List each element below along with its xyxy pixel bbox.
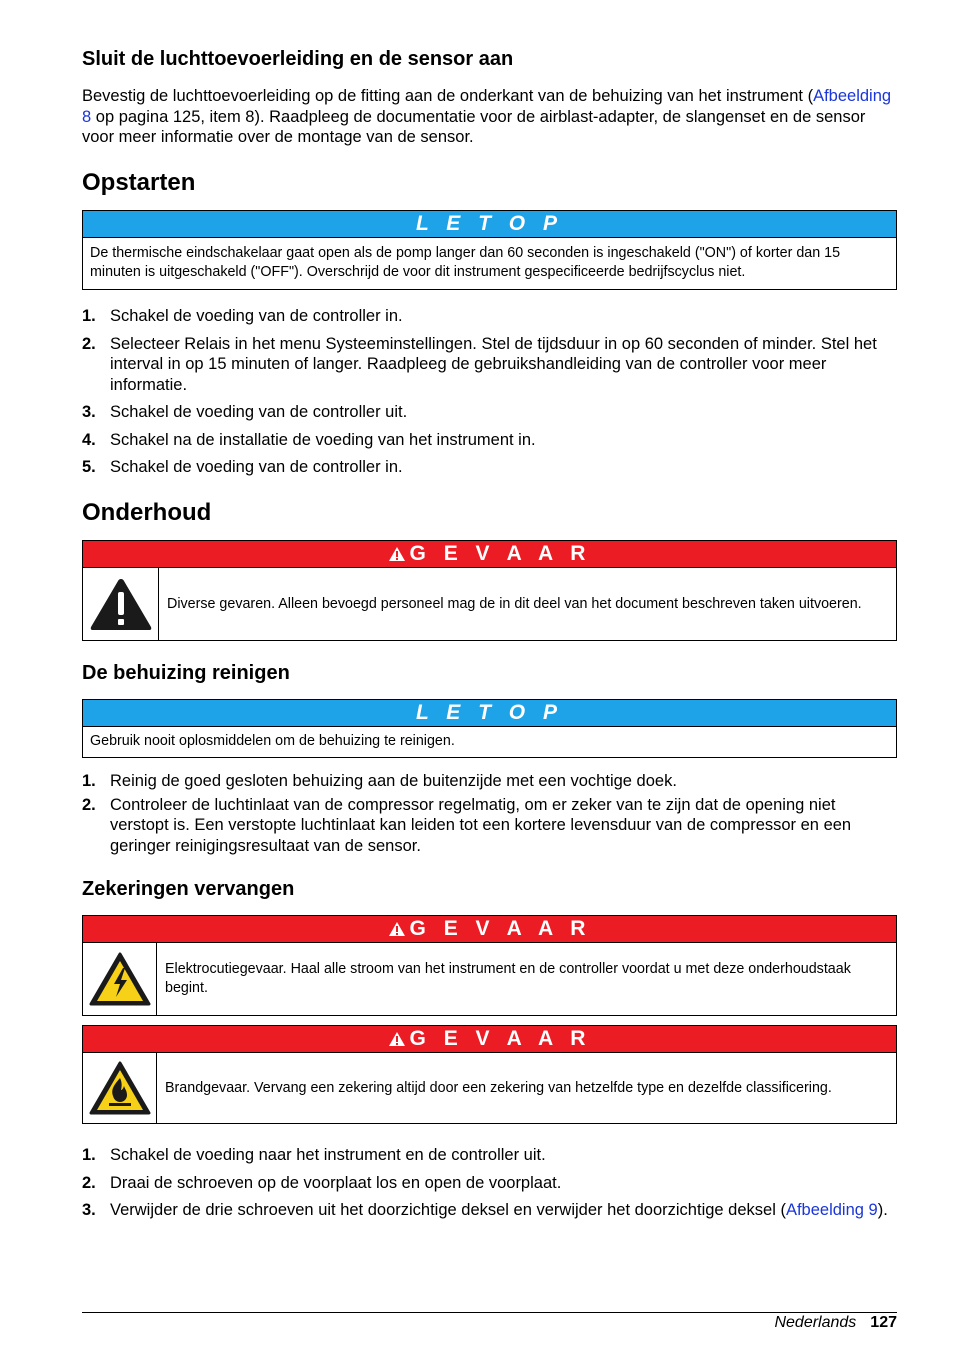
list-item [82,334,897,396]
danger-label-bar [83,916,896,942]
warning-triangle-icon [388,1031,406,1047]
air-supply-paragraph [82,86,897,148]
step-number: 3. [82,403,96,421]
danger-box-general [82,540,897,641]
step-text: Schakel de voeding van de controller in. [110,307,403,325]
fuse-steps [82,1145,897,1221]
list-item [82,457,897,478]
step-number: 3. [82,1201,96,1219]
step-number: 5. [82,458,96,476]
danger-label: G E V A A R [409,917,592,940]
step-text: Schakel de voeding van de controller in. [110,458,403,476]
danger-text: Diverse gevaren. Alleen bevoegd personeel mag de in dit deel van het document beschreven taken uitvoeren. [167,595,862,612]
step-number: 1. [82,307,96,325]
notice-text: De thermische eindschakelaar gaat open als de pomp langer dan 60 seconden is ingeschakeld ("ON") of korter dan 15 minuten is uitgeschakeld ("OFF"). Overschrijd de voor dit instrument gespecificeerde bedrijfscyclus niet. [83,237,896,289]
step-text: ). [877,1201,888,1219]
danger-box-fire [82,1025,897,1124]
list-item [82,1200,897,1221]
section-heading-air-supply: Sluit de luchttoevoerleiding en de sensor aan [82,48,514,70]
list-item [82,1173,897,1194]
step-text: Verwijder de drie schroeven uit het doorzichtige deksel en verwijder het doorzichtige deksel ( [110,1201,786,1219]
electrical-hazard-icon [83,943,157,1015]
section-heading-onderhoud: Onderhoud [82,499,212,526]
warning-triangle-icon [388,921,406,937]
list-item [82,795,897,857]
general-hazard-icon [83,568,159,640]
step-number: 2. [82,1173,96,1192]
step-text: Draai de schroeven op de voorplaat los en open de voorplaat. [110,1173,562,1192]
danger-text: Brandgevaar. Vervang een zekering altijd door een zekering van hetzelfde type en dezelfde classificering. [165,1079,832,1096]
danger-label-bar [83,1026,896,1052]
figure-9-link[interactable]: Afbeelding 9 [785,1201,878,1219]
danger-text: Elektrocutiegevaar. Haal alle stroom van het instrument en de controller voordat u met deze onderhoudstaak begint. [165,961,851,996]
list-item [82,1145,897,1166]
list-item [82,306,897,327]
step-text: Schakel de voeding naar het instrument en de controller uit. [110,1146,546,1164]
list-item [82,430,897,451]
notice-box-opstarten [82,210,897,290]
cleaning-steps [82,771,897,856]
step-number: 1. [82,772,96,790]
danger-row [83,567,896,640]
step-text: Schakel na de installatie de voeding van het instrument in. [110,430,536,449]
paragraph-text: op pagina 125, item 8). Raadpleeg de documentatie voor de airblast-adapter, de slangenset en de sensor voor meer informatie over de montage van de sensor. [82,107,866,146]
danger-label-bar [83,541,896,567]
step-number: 4. [82,430,96,449]
step-text: Reinig de goed gesloten behuizing aan de buitenzijde met een vochtige doek. [110,772,677,790]
step-number: 1. [82,1146,96,1164]
page-number: 127 [870,1314,897,1331]
step-text: Selecteer Relais in het menu Systeeminstellingen. Stel de tijdsduur in op 60 seconden of minder. Stel het interval in op 15 minuten of langer. Raadpleeg de gebruikshandleiding van de controller voor meer informatie. [110,334,877,394]
danger-label: G E V A A R [409,542,592,565]
notice-label: L E T O P [83,211,896,237]
step-number: 2. [82,334,96,353]
startup-steps [82,306,897,478]
section-heading-behuizing: De behuizing reinigen [82,662,290,684]
page-footer [774,1313,897,1333]
paragraph-text: Bevestig de luchttoevoerleiding op de fitting aan de onderkant van de behuizing van het instrument ( [82,87,814,105]
list-item [82,402,897,423]
step-text: Controleer de luchtinlaat van de compressor regelmatig, om er zeker van te zijn dat de opening niet verstopt is. Een verstopte luchtinlaat kan leiden tot een kortere levensduur van de compressor en een geringer reinigingsresultaat van de sensor. [110,795,852,855]
notice-box-behuizing [82,699,897,758]
step-number: 2. [82,795,96,814]
danger-label: G E V A A R [409,1027,592,1050]
danger-box-electrocution [82,915,897,1016]
figure-8-link[interactable]: Afbeelding 8 [82,87,892,126]
fire-hazard-icon [83,1053,157,1123]
notice-text: Gebruik nooit oplosmiddelen om de behuizing te reinigen. [83,726,896,757]
danger-row [83,942,896,1015]
list-item [82,771,897,792]
warning-triangle-icon [388,546,406,562]
footer-language: Nederlands [774,1314,857,1331]
section-heading-zekeringen: Zekeringen vervangen [82,878,295,900]
step-text: Schakel de voeding van de controller uit. [110,403,408,421]
section-heading-opstarten: Opstarten [82,169,196,196]
danger-row [83,1052,896,1123]
notice-label: L E T O P [83,700,896,726]
